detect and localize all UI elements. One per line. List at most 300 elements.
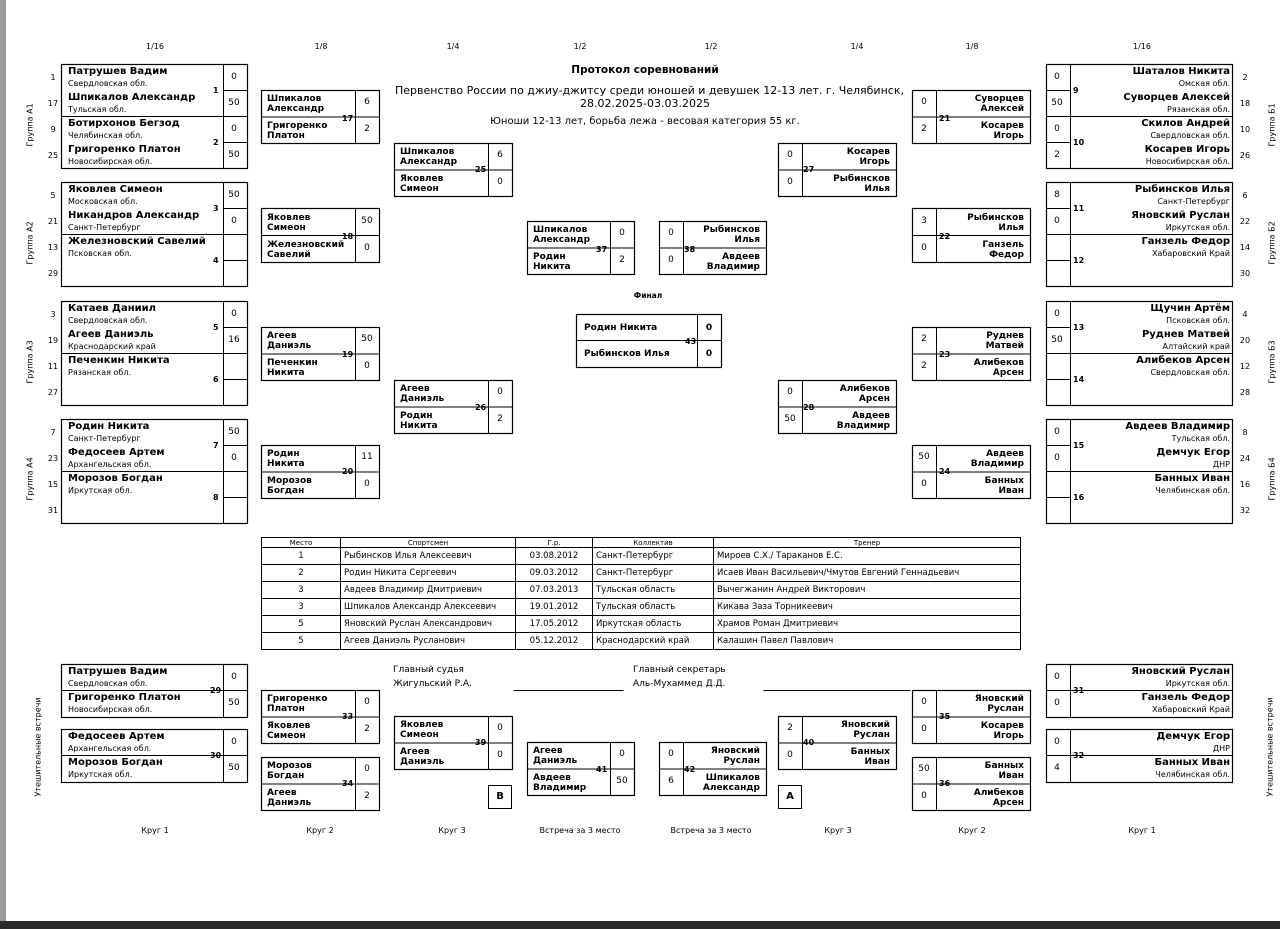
match-score-b: 0 bbox=[921, 242, 927, 253]
athlete-name: Катаев Даниил bbox=[68, 303, 156, 314]
seed-number: 1 bbox=[50, 73, 56, 82]
athlete-score: 0 bbox=[1054, 216, 1060, 226]
seed-number: 18 bbox=[1239, 99, 1251, 108]
athlete-score: 16 bbox=[228, 335, 240, 345]
athlete-name: Авдеев Владимир bbox=[1125, 421, 1230, 432]
athlete-cell: Яновский Руслан Александрович bbox=[341, 616, 516, 633]
col-team: Коллектив bbox=[593, 538, 714, 548]
seed-number: 20 bbox=[1239, 336, 1251, 345]
athlete-name: Федосеев Артем bbox=[68, 447, 165, 458]
match-number: 7 bbox=[213, 441, 219, 450]
match-number: 14 bbox=[1073, 375, 1085, 384]
group-label: Группа А2 bbox=[25, 221, 35, 265]
athlete-region: Иркутская обл. bbox=[1165, 223, 1230, 232]
athlete-name: Патрушев Вадим bbox=[68, 66, 168, 77]
athlete-region: Новосибирская обл. bbox=[68, 705, 153, 714]
birth-cell: 09.03.2012 bbox=[516, 565, 593, 582]
match-score-b: 2 bbox=[619, 254, 625, 265]
seed-number: 27 bbox=[47, 388, 59, 397]
match-athlete-b: Агеев Даниэль bbox=[400, 746, 445, 767]
birth-cell: 17.05.2012 bbox=[516, 616, 593, 633]
final-label: Финал bbox=[633, 291, 663, 300]
match-number: 30 bbox=[210, 751, 222, 760]
match-athlete-a: Яновский Руслан bbox=[840, 720, 890, 741]
match-score-b: 6 bbox=[668, 775, 674, 786]
seed-number: 3 bbox=[50, 310, 56, 319]
group-label: Группа Б4 bbox=[1267, 457, 1277, 501]
match-score-a: 0 bbox=[668, 228, 674, 239]
seed-number: 6 bbox=[1242, 191, 1248, 200]
match-number: 15 bbox=[1073, 441, 1085, 450]
seed-number: 26 bbox=[1239, 151, 1251, 160]
athlete-score: 0 bbox=[231, 737, 237, 747]
athlete-score: 50 bbox=[228, 190, 240, 200]
coach-cell: Исаев Иван Васильевич/Чмутов Евгений Геннадьевич bbox=[714, 565, 1021, 582]
seed-number: 12 bbox=[1239, 362, 1251, 371]
athlete-name: Никандров Александр bbox=[68, 210, 200, 221]
athlete-region: Тульская обл. bbox=[1171, 434, 1230, 443]
match-score-b: 0 bbox=[921, 723, 927, 734]
athlete-score: 0 bbox=[1054, 309, 1060, 319]
page-frame-bottom bbox=[0, 921, 1280, 929]
match-athlete-b: Шпикалов Александр bbox=[702, 772, 760, 793]
match-number: 38 bbox=[684, 245, 696, 254]
col-birth-year: Г.р. bbox=[516, 538, 593, 548]
coach-cell: Мироев С.Х./ Тараканов Е.С. bbox=[714, 548, 1021, 565]
match-score-b: 50 bbox=[784, 413, 796, 424]
athlete-name: Григоренко Платон bbox=[68, 144, 181, 155]
consolation-side-label: Утешительные встречи bbox=[33, 697, 43, 797]
athlete-score: 0 bbox=[231, 124, 237, 134]
match-athlete-b: Морозов Богдан bbox=[267, 475, 312, 496]
match-number: 18 bbox=[342, 232, 354, 241]
seed-number: 13 bbox=[47, 243, 59, 252]
match-athlete-b: Печенкин Никита bbox=[267, 357, 318, 378]
athlete-region: Челябинская обл. bbox=[68, 131, 143, 140]
seed-number: 2 bbox=[1242, 73, 1248, 82]
match-score-b: 0 bbox=[364, 478, 370, 489]
round-header: 1/2 bbox=[573, 42, 587, 51]
coach-cell: Кикава Заза Торникеевич bbox=[714, 599, 1021, 616]
match-athlete-a: Агеев Даниэль bbox=[267, 331, 312, 352]
athlete-region: Архангельская обл. bbox=[68, 460, 152, 469]
athlete-score: 0 bbox=[231, 72, 237, 82]
athlete-region: Иркутская обл. bbox=[68, 486, 133, 495]
consolation-round-label: Круг 1 bbox=[1128, 826, 1156, 835]
athlete-name: Руднев Матвей bbox=[1141, 329, 1230, 340]
results-table bbox=[261, 537, 1021, 650]
match-athlete-b: Григоренко Платон bbox=[267, 120, 328, 141]
athlete-score: 0 bbox=[231, 672, 237, 682]
athlete-region: Свердловская обл. bbox=[68, 316, 148, 325]
match-score-b: 0 bbox=[787, 176, 793, 187]
match-athlete-a: Родин Никита bbox=[267, 449, 305, 470]
athlete-region: Свердловская обл. bbox=[68, 79, 148, 88]
consolation-round-label: Круг 1 bbox=[141, 826, 169, 835]
results-header-row bbox=[262, 538, 1021, 548]
place-cell: 3 bbox=[262, 599, 341, 616]
match-number: 11 bbox=[1073, 204, 1085, 213]
athlete-region: Московская обл. bbox=[68, 197, 138, 206]
team-cell: Краснодарский край bbox=[593, 633, 714, 650]
athlete-name: Родин Никита bbox=[68, 421, 150, 432]
match-number: 8 bbox=[213, 493, 219, 502]
match-number: 24 bbox=[939, 467, 951, 476]
place-cell: 3 bbox=[262, 582, 341, 599]
match-athlete-a: Шпикалов Александр bbox=[400, 147, 458, 168]
match-athlete-b: Косарев Игорь bbox=[980, 720, 1024, 741]
match-athlete-a: Шпикалов Александр bbox=[533, 225, 591, 246]
match-score-a: 50 bbox=[918, 764, 930, 775]
match-number: 29 bbox=[210, 686, 222, 695]
athlete-name: Банных Иван bbox=[1154, 757, 1230, 768]
bracket-letter-a: A bbox=[778, 785, 802, 809]
team-cell: Тульская область bbox=[593, 599, 714, 616]
round-header: 1/8 bbox=[314, 42, 328, 51]
athlete-region: Челябинская обл. bbox=[1155, 770, 1230, 779]
match-score-a: 2 bbox=[921, 334, 927, 345]
match-number: 21 bbox=[939, 114, 951, 123]
match-number: 41 bbox=[596, 765, 608, 774]
match-athlete-a: Яковлев Симеон bbox=[267, 212, 311, 233]
athlete-region: Свердловская обл. bbox=[1150, 368, 1230, 377]
seed-number: 15 bbox=[47, 480, 59, 489]
match-number: 27 bbox=[803, 165, 815, 174]
match-score-b: 50 bbox=[616, 775, 628, 786]
match-number: 31 bbox=[1073, 686, 1085, 695]
athlete-score: 0 bbox=[231, 309, 237, 319]
athlete-score: 50 bbox=[1051, 98, 1063, 108]
match-number: 17 bbox=[342, 114, 354, 123]
seed-number: 11 bbox=[47, 362, 59, 371]
match-number: 23 bbox=[939, 350, 951, 359]
match-athlete-a: Агеев Даниэль bbox=[400, 384, 445, 405]
athlete-score: 8 bbox=[1054, 190, 1060, 200]
seed-number: 30 bbox=[1239, 269, 1251, 278]
athlete-name: Патрушев Вадим bbox=[68, 666, 168, 677]
match-number: 28 bbox=[803, 403, 815, 412]
athlete-score: 50 bbox=[228, 698, 240, 708]
match-number: 25 bbox=[475, 165, 487, 174]
athlete-name: Рыбинсков Илья bbox=[1134, 184, 1230, 195]
team-cell: Санкт-Петербург bbox=[593, 565, 714, 582]
final-athlete-b: Рыбинсков Илья bbox=[584, 349, 670, 359]
place-cell: 1 bbox=[262, 548, 341, 565]
match-athlete-b: Банных Иван bbox=[984, 475, 1024, 496]
match-score-a: 0 bbox=[921, 97, 927, 108]
athlete-score: 2 bbox=[1054, 150, 1060, 160]
seed-number: 25 bbox=[47, 151, 59, 160]
match-athlete-a: Авдеев Владимир bbox=[970, 449, 1024, 470]
athlete-region: Рязанская обл. bbox=[1167, 105, 1230, 114]
consolation-round-label: Встреча за 3 место bbox=[539, 826, 621, 835]
match-number: 16 bbox=[1073, 493, 1085, 502]
final-match-number: 43 bbox=[685, 337, 697, 346]
match-score-a: 2 bbox=[787, 723, 793, 734]
match-score-b: 2 bbox=[364, 790, 370, 801]
athlete-name: Морозов Богдан bbox=[68, 757, 163, 768]
match-score-b: 0 bbox=[364, 360, 370, 371]
match-number: 37 bbox=[596, 245, 608, 254]
match-number: 2 bbox=[213, 138, 219, 147]
coach-cell: Вычегжанин Андрей Викторович bbox=[714, 582, 1021, 599]
athlete-region: Свердловская обл. bbox=[68, 679, 148, 688]
group-label: Группа А1 bbox=[25, 103, 35, 147]
match-score-b: 2 bbox=[921, 360, 927, 371]
match-score-a: 0 bbox=[921, 697, 927, 708]
match-score-a: 0 bbox=[497, 387, 503, 398]
results-row bbox=[262, 616, 1021, 633]
match-number: 4 bbox=[213, 256, 219, 265]
athlete-score: 0 bbox=[1054, 698, 1060, 708]
match-number: 32 bbox=[1073, 751, 1085, 760]
athlete-name: Яковлев Симеон bbox=[68, 184, 163, 195]
athlete-name: Косарев Игорь bbox=[1144, 144, 1230, 155]
athlete-name: Шаталов Никита bbox=[1132, 66, 1230, 77]
match-number: 5 bbox=[213, 323, 219, 332]
group-label: Группа Б2 bbox=[1267, 221, 1277, 265]
results-row bbox=[262, 599, 1021, 616]
match-score-a: 0 bbox=[619, 228, 625, 239]
athlete-region: Новосибирская обл. bbox=[68, 157, 153, 166]
match-score-b: 0 bbox=[364, 242, 370, 253]
match-athlete-b: Алибеков Арсен bbox=[973, 787, 1024, 808]
match-number: 36 bbox=[939, 779, 951, 788]
match-number: 10 bbox=[1073, 138, 1085, 147]
match-score-a: 50 bbox=[361, 334, 373, 345]
athlete-cell: Авдеев Владимир Дмитриевич bbox=[341, 582, 516, 599]
match-athlete-b: Косарев Игорь bbox=[980, 120, 1024, 141]
match-score-a: 0 bbox=[787, 150, 793, 161]
team-cell: Санкт-Петербург bbox=[593, 548, 714, 565]
athlete-region: Свердловская обл. bbox=[1150, 131, 1230, 140]
chief-judge-title: Главный судья bbox=[393, 665, 464, 675]
athlete-region: Тульская обл. bbox=[68, 105, 127, 114]
athlete-region: Санкт-Петербург bbox=[68, 223, 141, 232]
seed-number: 10 bbox=[1239, 125, 1251, 134]
birth-cell: 05.12.2012 bbox=[516, 633, 593, 650]
match-number: 6 bbox=[213, 375, 219, 384]
match-score-a: 0 bbox=[364, 697, 370, 708]
match-athlete-b: Авдеев Владимир bbox=[533, 772, 587, 793]
athlete-score: 0 bbox=[1054, 427, 1060, 437]
athlete-name: Шпикалов Александр bbox=[68, 92, 196, 103]
match-score-a: 50 bbox=[918, 452, 930, 463]
col-athlete: Спортсмен bbox=[341, 538, 516, 548]
athlete-name: Банных Иван bbox=[1154, 473, 1230, 484]
chief-judge-name: Жигульский Р.А. bbox=[393, 679, 472, 689]
match-number: 3 bbox=[213, 204, 219, 213]
consolation-round-label: Круг 2 bbox=[958, 826, 986, 835]
match-athlete-b: Железновский Савелий bbox=[267, 239, 345, 260]
athlete-score: 0 bbox=[231, 216, 237, 226]
match-athlete-b: Родин Никита bbox=[533, 251, 571, 272]
team-cell: Иркутская область bbox=[593, 616, 714, 633]
seed-number: 19 bbox=[47, 336, 59, 345]
match-score-a: 0 bbox=[364, 764, 370, 775]
match-athlete-b: Авдеев Владимир bbox=[836, 410, 890, 431]
athlete-region: Иркутская обл. bbox=[1165, 679, 1230, 688]
athlete-score: 0 bbox=[1054, 672, 1060, 682]
athlete-region: Санкт-Петербург bbox=[68, 434, 141, 443]
match-athlete-a: Косарев Игорь bbox=[846, 147, 890, 168]
match-score-b: 0 bbox=[668, 254, 674, 265]
bracket-letter-b: B bbox=[488, 785, 512, 809]
match-number: 13 bbox=[1073, 323, 1085, 332]
group-label: Группа А4 bbox=[25, 457, 35, 501]
seed-number: 32 bbox=[1239, 506, 1251, 515]
match-score-a: 0 bbox=[787, 387, 793, 398]
match-number: 22 bbox=[939, 232, 951, 241]
birth-cell: 07.03.2013 bbox=[516, 582, 593, 599]
match-score-b: 0 bbox=[787, 749, 793, 760]
athlete-name: Агеев Даниэль bbox=[68, 329, 154, 340]
match-athlete-a: Рыбинсков Илья bbox=[703, 225, 760, 246]
athlete-name: Морозов Богдан bbox=[68, 473, 163, 484]
birth-cell: 19.01.2012 bbox=[516, 599, 593, 616]
athlete-name: Григоренко Платон bbox=[68, 692, 181, 703]
athlete-score: 50 bbox=[228, 763, 240, 773]
round-header: 1/16 bbox=[1133, 42, 1151, 51]
group-label: Группа Б1 bbox=[1267, 103, 1277, 147]
match-score-b: 0 bbox=[921, 790, 927, 801]
match-athlete-b: Ганзель Федор bbox=[982, 239, 1024, 260]
athlete-name: Ганзель Федор bbox=[1141, 692, 1230, 703]
match-athlete-a: Яковлев Симеон bbox=[400, 720, 444, 741]
match-athlete-a: Агеев Даниэль bbox=[533, 746, 578, 767]
athlete-score: 0 bbox=[1054, 737, 1060, 747]
seed-number: 17 bbox=[47, 99, 59, 108]
athlete-region: Псковская обл. bbox=[68, 249, 132, 258]
place-cell: 5 bbox=[262, 633, 341, 650]
athlete-region: Рязанская обл. bbox=[68, 368, 131, 377]
match-score-b: 2 bbox=[497, 413, 503, 424]
results-row bbox=[262, 565, 1021, 582]
match-number: 1 bbox=[213, 86, 219, 95]
seed-number: 24 bbox=[1239, 454, 1251, 463]
coach-cell: Калашин Павел Павлович bbox=[714, 633, 1021, 650]
match-number: 26 bbox=[475, 403, 487, 412]
place-cell: 2 bbox=[262, 565, 341, 582]
athlete-name: Яновский Руслан bbox=[1131, 210, 1230, 221]
weight-category: Юноши 12-13 лет, борьба лежа - весовая категория 55 кг. bbox=[490, 116, 800, 127]
athlete-score: 0 bbox=[231, 453, 237, 463]
coach-cell: Храмов Роман Дмитриевич bbox=[714, 616, 1021, 633]
match-score-a: 3 bbox=[921, 215, 927, 226]
col-place: Место bbox=[262, 538, 341, 548]
group-label: Группа А3 bbox=[25, 340, 35, 384]
competition-title: Первенство России по джиу-джитсу среди юношей и девушек 12-13 лет. г. Челябинск, bbox=[395, 84, 904, 97]
round-header: 1/4 bbox=[446, 42, 460, 51]
match-number: 20 bbox=[342, 467, 354, 476]
athlete-region: Иркутская обл. bbox=[68, 770, 133, 779]
match-number: 35 bbox=[939, 712, 951, 721]
match-number: 34 bbox=[342, 779, 354, 788]
athlete-name: Скилов Андрей bbox=[1141, 118, 1230, 129]
match-athlete-a: Шпикалов Александр bbox=[267, 94, 325, 115]
match-score-a: 0 bbox=[668, 749, 674, 760]
match-athlete-a: Алибеков Арсен bbox=[839, 384, 890, 405]
athlete-region: Краснодарский край bbox=[68, 342, 156, 351]
athlete-cell: Шпикалов Александр Алексеевич bbox=[341, 599, 516, 616]
athlete-name: Демчук Егор bbox=[1156, 447, 1230, 458]
match-athlete-b: Рыбинсков Илья bbox=[833, 173, 890, 194]
athlete-score: 4 bbox=[1054, 763, 1060, 773]
match-athlete-a: Суворцев Алексей bbox=[974, 94, 1024, 115]
match-score-a: 0 bbox=[497, 723, 503, 734]
match-athlete-a: Банных Иван bbox=[984, 761, 1024, 782]
round-header: 1/4 bbox=[850, 42, 864, 51]
consolation-round-label: Круг 3 bbox=[824, 826, 852, 835]
consolation-round-label: Круг 3 bbox=[438, 826, 466, 835]
athlete-score: 50 bbox=[228, 150, 240, 160]
seed-number: 21 bbox=[47, 217, 59, 226]
match-score-b: 2 bbox=[921, 123, 927, 134]
match-number: 39 bbox=[475, 738, 487, 747]
match-athlete-b: Родин Никита bbox=[400, 410, 438, 431]
round-header: 1/2 bbox=[704, 42, 718, 51]
round-header: 1/8 bbox=[965, 42, 979, 51]
seed-number: 22 bbox=[1239, 217, 1251, 226]
athlete-name: Федосеев Артем bbox=[68, 731, 165, 742]
athlete-region: Архангельская обл. bbox=[68, 744, 152, 753]
match-score-a: 11 bbox=[361, 452, 373, 463]
match-score-a: 0 bbox=[619, 749, 625, 760]
match-score-a: 6 bbox=[497, 150, 503, 161]
athlete-name: Щучин Артём bbox=[1150, 303, 1230, 314]
match-athlete-a: Морозов Богдан bbox=[267, 761, 312, 782]
birth-cell: 03.08.2012 bbox=[516, 548, 593, 565]
athlete-score: 0 bbox=[1054, 124, 1060, 134]
results-row bbox=[262, 548, 1021, 565]
results-row bbox=[262, 582, 1021, 599]
athlete-cell: Родин Никита Сергеевич bbox=[341, 565, 516, 582]
athlete-score: 50 bbox=[228, 427, 240, 437]
athlete-name: Демчук Егор bbox=[1156, 731, 1230, 742]
athlete-name: Железновский Савелий bbox=[68, 236, 206, 247]
seed-number: 7 bbox=[50, 428, 56, 437]
athlete-region: Алтайский край bbox=[1162, 342, 1230, 351]
match-score-b: 0 bbox=[497, 176, 503, 187]
match-athlete-a: Яновский Руслан bbox=[710, 746, 760, 767]
seed-number: 8 bbox=[1242, 428, 1248, 437]
athlete-region: Омская обл. bbox=[1178, 79, 1230, 88]
match-athlete-b: Авдеев Владимир bbox=[706, 251, 760, 272]
consolation-round-label: Круг 2 bbox=[306, 826, 334, 835]
match-athlete-b: Алибеков Арсен bbox=[973, 357, 1024, 378]
final-athlete-a: Родин Никита bbox=[584, 323, 658, 333]
seed-number: 9 bbox=[50, 125, 56, 134]
athlete-name: Ботирхонов Бегзод bbox=[68, 118, 180, 129]
competition-dates: 28.02.2025-03.03.2025 bbox=[580, 97, 710, 110]
seed-number: 31 bbox=[47, 506, 59, 515]
final-score-b: 0 bbox=[705, 349, 713, 359]
match-number: 40 bbox=[803, 738, 815, 747]
athlete-name: Алибеков Арсен bbox=[1136, 355, 1230, 366]
match-number: 9 bbox=[1073, 86, 1079, 95]
match-athlete-a: Руднев Матвей bbox=[985, 331, 1024, 352]
match-athlete-b: Яковлев Симеон bbox=[267, 720, 311, 741]
match-score-b: 0 bbox=[921, 478, 927, 489]
athlete-name: Ганзель Федор bbox=[1141, 236, 1230, 247]
match-number: 33 bbox=[342, 712, 354, 721]
athlete-region: Новосибирская обл. bbox=[1145, 157, 1230, 166]
results-row bbox=[262, 633, 1021, 650]
athlete-region: Хабаровский Край bbox=[1152, 249, 1230, 258]
athlete-region: ДНР bbox=[1212, 744, 1230, 753]
athlete-region: Челябинская обл. bbox=[1155, 486, 1230, 495]
athlete-region: Псковская обл. bbox=[1166, 316, 1230, 325]
